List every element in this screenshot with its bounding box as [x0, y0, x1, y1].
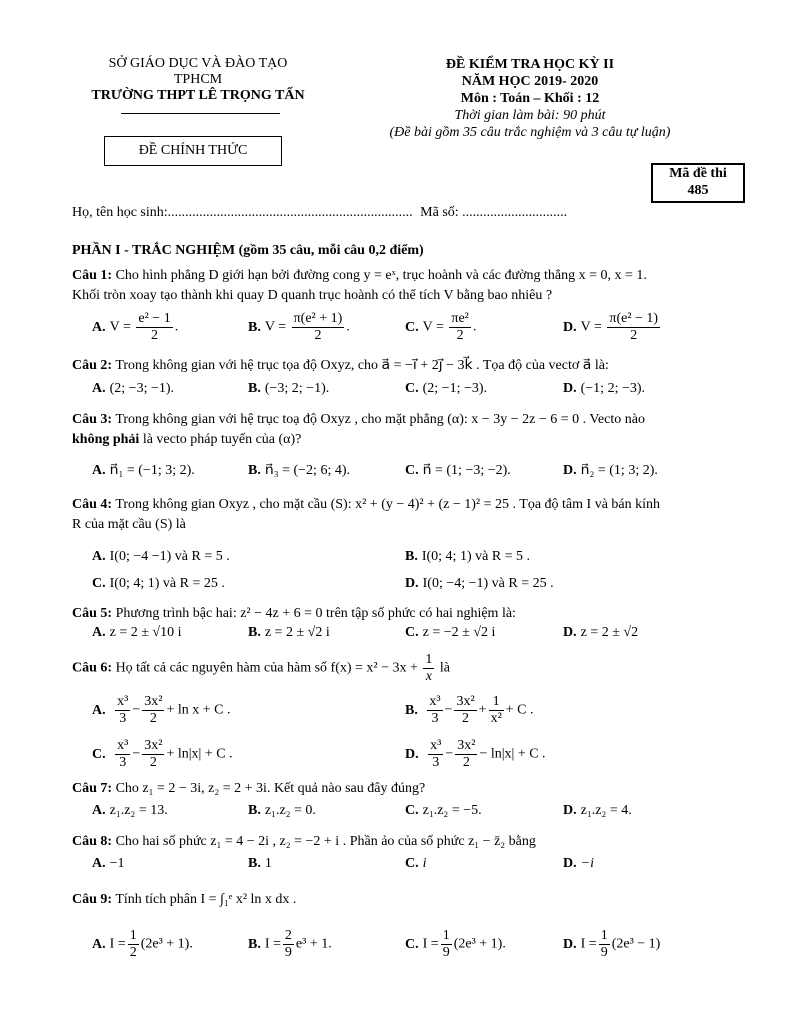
option-label: B.	[248, 625, 261, 640]
q2-option-a[interactable]	[92, 379, 174, 399]
q7-label: Câu 7:	[72, 781, 113, 796]
option-text: + ln|x| + C .	[166, 746, 233, 762]
fraction	[128, 928, 139, 961]
question-4	[72, 495, 742, 535]
fraction	[454, 694, 476, 727]
option-text: z = 2 ± √2	[580, 625, 639, 640]
exam-note: (Đề bài gồm 35 câu trắc nghiệm và 3 câu tự luận)	[389, 125, 671, 140]
numerator: e² − 1	[138, 311, 171, 326]
city-name: TPHCM	[173, 72, 223, 87]
q4-option-c[interactable]	[92, 574, 225, 594]
q9-label: Câu 9:	[72, 892, 113, 907]
fraction	[115, 694, 130, 727]
option-text: (2; −3; −1).	[109, 381, 175, 396]
option-text: I(0; 4; 1) và R = 5 .	[421, 549, 531, 564]
q5-option-d[interactable]	[563, 623, 638, 643]
fraction	[136, 311, 172, 344]
option-label: D.	[405, 576, 419, 591]
numerator: 3x²	[144, 694, 163, 709]
q5-text: Phương trình bậc hai: z² − 4z + 6 = 0 trên tập số phức có hai nghiệm là:	[115, 606, 516, 621]
numerator: 1	[442, 928, 450, 943]
denominator: 2	[462, 711, 470, 726]
q3-text: Trong không gian với hệ trục toạ độ Oxyz , cho mặt phẳng (α): x − 3y − 2z − 6 = 0 . Vecto nào	[115, 412, 645, 427]
fraction	[449, 311, 470, 344]
numerator: π(e² − 1)	[609, 311, 659, 326]
student-name-field[interactable]: Họ, tên học sinh:......................................................................	[72, 205, 413, 220]
option-text: z₁.z₂ = 4.	[580, 803, 632, 818]
numerator: 1	[129, 928, 137, 943]
school-name: TRƯỜNG THPT LÊ TRỌNG TẤN	[91, 88, 305, 103]
option-text: + C .	[505, 702, 534, 718]
q1-option-b[interactable]: B. V = $\frac{\text{π(e² + 1)}}{2}$ .	[248, 311, 350, 343]
fraction	[423, 652, 434, 685]
question-3	[72, 410, 742, 450]
q8-option-b[interactable]	[248, 854, 272, 874]
q8-text: Cho hai số phức z₁ = 4 − 2i , z₂ = −2 + i . Phần ảo của số phức z₁ − z̄₂ bằng	[115, 834, 536, 849]
denominator: 9	[284, 945, 292, 960]
option-text: z = −2 ± √2 i	[422, 625, 496, 640]
fraction	[142, 738, 164, 771]
official-box	[104, 136, 282, 166]
option-label: B.	[248, 936, 261, 952]
option-label: C.	[405, 381, 419, 396]
denominator: 2	[129, 945, 137, 960]
option-text: e³ + 1.	[295, 936, 332, 952]
q3-label: Câu 3:	[72, 412, 113, 427]
q2-option-b[interactable]	[248, 379, 329, 399]
option-label: A.	[92, 625, 106, 640]
official-label: ĐỀ CHÍNH THỨC	[138, 143, 248, 158]
fraction	[455, 738, 477, 771]
option-label: D.	[563, 463, 577, 478]
fraction	[142, 694, 164, 727]
fraction	[292, 311, 345, 344]
denominator: x	[425, 669, 433, 684]
denominator: 3	[431, 711, 439, 726]
q6-label: Câu 6:	[72, 660, 113, 676]
header-right	[365, 56, 695, 141]
q4-option-d[interactable]	[405, 574, 554, 594]
option-text: (−1; 2; −3).	[580, 381, 646, 396]
q4-option-b[interactable]	[405, 547, 530, 567]
option-label: D.	[563, 856, 577, 871]
question-5	[72, 604, 742, 624]
option-text: −1	[109, 856, 125, 871]
option-label: D.	[563, 936, 577, 952]
option-label: A.	[92, 702, 106, 718]
q2-option-d[interactable]	[563, 379, 645, 399]
exam-code-label: Mã đề thi	[669, 166, 727, 181]
q8-option-d[interactable]	[563, 854, 594, 874]
question-6	[72, 652, 450, 685]
option-label: B.	[248, 803, 261, 818]
q9-option-a[interactable]	[92, 928, 193, 961]
option-label: C.	[405, 319, 419, 335]
exam-code-box	[651, 163, 745, 203]
q7-option-b[interactable]	[248, 801, 316, 821]
q4-label: Câu 4:	[72, 497, 113, 512]
option-text: (2e³ − 1)	[611, 936, 661, 952]
option-text: 1	[264, 856, 272, 871]
q4-text2: R của mặt cầu (S) là	[72, 517, 186, 532]
option-text: I(0; −4 −1) và R = 5 .	[109, 549, 230, 564]
option-text: (2e³ + 1).	[453, 936, 506, 952]
option-label: A.	[92, 856, 106, 871]
student-id-field[interactable]: Mã số: ..............................	[420, 205, 568, 220]
option-text: I(0; −4; −1) và R = 25 .	[422, 576, 554, 591]
option-text: n⃗ = (1; −3; −2).	[422, 463, 511, 478]
q7-option-a[interactable]	[92, 801, 168, 821]
fraction	[115, 738, 130, 771]
numerator: 2	[284, 928, 292, 943]
option-text: (2; −1; −3).	[422, 381, 488, 396]
option-label: B.	[248, 381, 261, 396]
numerator: 1	[600, 928, 608, 943]
option-label: C.	[405, 625, 419, 640]
option-text: n⃗₁ = (−1; 3; 2).	[109, 463, 195, 478]
option-text: i	[422, 856, 427, 871]
numerator: 3x²	[457, 738, 476, 753]
denominator: 9	[600, 945, 608, 960]
option-label: B.	[248, 463, 261, 478]
denominator: 2	[462, 755, 470, 770]
option-prefix: I =	[264, 936, 281, 952]
q4-text: Trong không gian Oxyz , cho mặt cầu (S): x² + (y − 4)² + (z − 1)² = 25 . Tọa độ tâm I và bán kính	[115, 497, 661, 512]
q4-option-a[interactable]	[92, 547, 230, 567]
option-label: A.	[92, 319, 106, 335]
option-prefix: V =	[422, 319, 444, 335]
q2-option-c[interactable]	[405, 379, 487, 399]
option-text: (2e³ + 1).	[140, 936, 193, 952]
q3-option-b[interactable]	[248, 461, 350, 481]
option-label: A.	[92, 549, 106, 564]
option-label: A.	[92, 381, 106, 396]
denominator: 3	[119, 711, 127, 726]
q5-label: Câu 5:	[72, 606, 113, 621]
q9-option-d[interactable]	[563, 928, 660, 961]
fraction	[427, 694, 442, 727]
option-label: B.	[248, 856, 261, 871]
q6-text: Họ tất cả các nguyên hàm của hàm số f(x) = x² − 3x +	[115, 660, 418, 676]
option-prefix: I =	[109, 936, 126, 952]
option-text: n⃗₃ = (−2; 6; 4).	[264, 463, 350, 478]
q9-option-b[interactable]	[248, 928, 332, 961]
option-text: (−3; 2; −1).	[264, 381, 330, 396]
q1-option-d[interactable]	[563, 311, 662, 344]
q5-option-a[interactable]	[92, 623, 182, 643]
q5-option-b[interactable]	[248, 623, 330, 643]
subject: Môn : Toán – Khối : 12	[460, 91, 600, 106]
exam-time: Thời gian làm bài: 90 phút	[454, 108, 606, 123]
denominator: 2	[149, 755, 157, 770]
fraction	[599, 928, 610, 961]
option-prefix: V =	[580, 319, 602, 335]
option-label: B.	[405, 702, 418, 718]
fraction	[441, 928, 452, 961]
school-year: NĂM HỌC 2019- 2020	[461, 74, 599, 89]
option-label: C.	[405, 463, 419, 478]
denominator: 9	[442, 945, 450, 960]
denominator: 3	[119, 755, 127, 770]
option-label: D.	[563, 381, 577, 396]
option-prefix: V =	[264, 319, 287, 335]
q6-text-end: là	[439, 660, 451, 676]
numerator: πe²	[451, 311, 469, 326]
option-label: A.	[92, 936, 106, 952]
option-text: n⃗₂ = (1; 3; 2).	[580, 463, 658, 478]
q8-label: Câu 8:	[72, 834, 113, 849]
q1-text2: Khối tròn xoay tạo thành khi quay D quanh trục hoành có thể tích V bằng bao nhiêu ?	[72, 288, 553, 303]
q6-option-a[interactable]: A. $\frac{\text{x³}}{3}$ − $\frac{\text{3x²}}{2}$ + ln x + C .	[92, 694, 231, 726]
denominator: x²	[490, 711, 502, 726]
q6-option-b[interactable]: B. $\frac{\text{x³}}{3}$ − $\frac{\text{3x²}}{2}$ + $\frac{1}{\text{x²}}$ + C .	[405, 694, 534, 726]
option-text: − ln|x| + C .	[479, 746, 546, 762]
option-label: D.	[563, 625, 577, 640]
q7-text: Cho z₁ = 2 − 3i, z₂ = 2 + 3i. Kết quả nào sau đây đúng?	[115, 781, 426, 796]
exam-code: 485	[687, 183, 709, 198]
numerator: 1	[489, 694, 504, 711]
q1-option-a[interactable]: A. V = $\frac{\text{e² − 1}}{2}$ .	[92, 311, 179, 343]
header-divider	[121, 113, 280, 114]
q2-label: Câu 2:	[72, 358, 113, 373]
q3-option-d[interactable]	[563, 461, 658, 481]
dept-name: SỞ GIÁO DỤC VÀ ĐÀO TẠO	[108, 56, 288, 71]
option-label: C.	[92, 576, 106, 591]
q1-label: Câu 1:	[72, 268, 113, 283]
option-label: D.	[563, 803, 577, 818]
question-8	[72, 832, 536, 852]
numerator: x³	[429, 694, 441, 709]
q6-option-d[interactable]: D. $\frac{\text{x³}}{3}$ − $\frac{\text{3x²}}{2}$ − ln|x| + C .	[405, 738, 546, 770]
option-text: z = 2 ± √2 i	[264, 625, 330, 640]
fraction	[489, 694, 504, 727]
option-label: D.	[563, 319, 577, 335]
option-label: C.	[405, 856, 419, 871]
fraction	[607, 311, 660, 344]
denominator: 2	[149, 711, 157, 726]
question-1	[72, 266, 742, 306]
option-prefix: I =	[580, 936, 597, 952]
option-label: C.	[92, 746, 106, 762]
q6-option-c[interactable]: C. $\frac{\text{x³}}{3}$ − $\frac{\text{3x²}}{2}$ + ln|x| + C .	[92, 738, 233, 770]
option-text: z = 2 ± √10 i	[109, 625, 182, 640]
q3-emphasis: không phải	[72, 432, 140, 447]
q1-text: Cho hình phẳng D giới hạn bởi đường cong y = eˣ, trục hoành và các đường thẳng x = 0, x = 1.	[115, 268, 647, 283]
numerator: x³	[430, 738, 442, 753]
option-label: D.	[405, 746, 419, 762]
option-text: −i	[580, 856, 594, 871]
option-text: z₁.z₂ = 13.	[109, 803, 168, 818]
numerator: π(e² + 1)	[293, 311, 343, 326]
denominator: 2	[151, 328, 159, 343]
q7-option-d[interactable]	[563, 801, 632, 821]
q9-option-c[interactable]	[405, 928, 506, 961]
q3-option-a[interactable]	[92, 461, 195, 481]
numerator: 1	[425, 652, 433, 667]
q8-option-c[interactable]	[405, 854, 427, 874]
question-9	[72, 890, 296, 910]
option-label: C.	[405, 803, 419, 818]
denominator: 2	[456, 328, 464, 343]
student-line	[72, 204, 567, 222]
numerator: x³	[117, 694, 129, 709]
denominator: 3	[432, 755, 440, 770]
q7-option-c[interactable]	[405, 801, 482, 821]
fraction	[283, 928, 294, 961]
option-label: B.	[248, 319, 261, 335]
option-text: z₁.z₂ = −5.	[422, 803, 482, 818]
option-text: z₁.z₂ = 0.	[264, 803, 316, 818]
option-prefix: V =	[109, 319, 131, 335]
option-text: + ln x + C .	[166, 702, 231, 718]
option-label: B.	[405, 549, 418, 564]
option-text: I(0; 4; 1) và R = 25 .	[109, 576, 225, 591]
option-prefix: I =	[422, 936, 439, 952]
q1-option-c[interactable]: C. V = $\frac{\text{πe²}}{2}$ .	[405, 311, 477, 343]
numerator: 3x²	[456, 694, 475, 709]
option-label: A.	[92, 463, 106, 478]
question-7	[72, 779, 425, 799]
option-label: A.	[92, 803, 106, 818]
q3-text2: là vecto pháp tuyến của (α)?	[142, 432, 302, 447]
option-label: C.	[405, 936, 419, 952]
q3-option-c[interactable]	[405, 461, 511, 481]
plus-sign: +	[478, 702, 487, 718]
section-title: PHẦN I - TRẮC NGHIỆM (gồm 35 câu, mỗi câu 0,2 điểm)	[72, 243, 424, 258]
q2-text: Trong không gian với hệ trục tọa độ Oxyz, cho a⃗ = −i⃗ + 2j⃗ − 3k⃗ . Tọa độ của vectơ a⃗ là:	[115, 358, 609, 373]
exam-title: ĐỀ KIỂM TRA HỌC KỲ II	[445, 57, 615, 72]
numerator: x³	[117, 738, 129, 753]
denominator: 2	[630, 328, 638, 343]
denominator: 2	[314, 328, 322, 343]
numerator: 3x²	[144, 738, 163, 753]
fraction	[428, 738, 443, 771]
q9-text: Tính tích phân I = ∫₁ᵉ x² ln x dx .	[115, 892, 297, 907]
question-2	[72, 356, 742, 376]
header-left	[70, 56, 326, 104]
q8-option-a[interactable]	[92, 854, 125, 874]
q5-option-c[interactable]	[405, 623, 495, 643]
